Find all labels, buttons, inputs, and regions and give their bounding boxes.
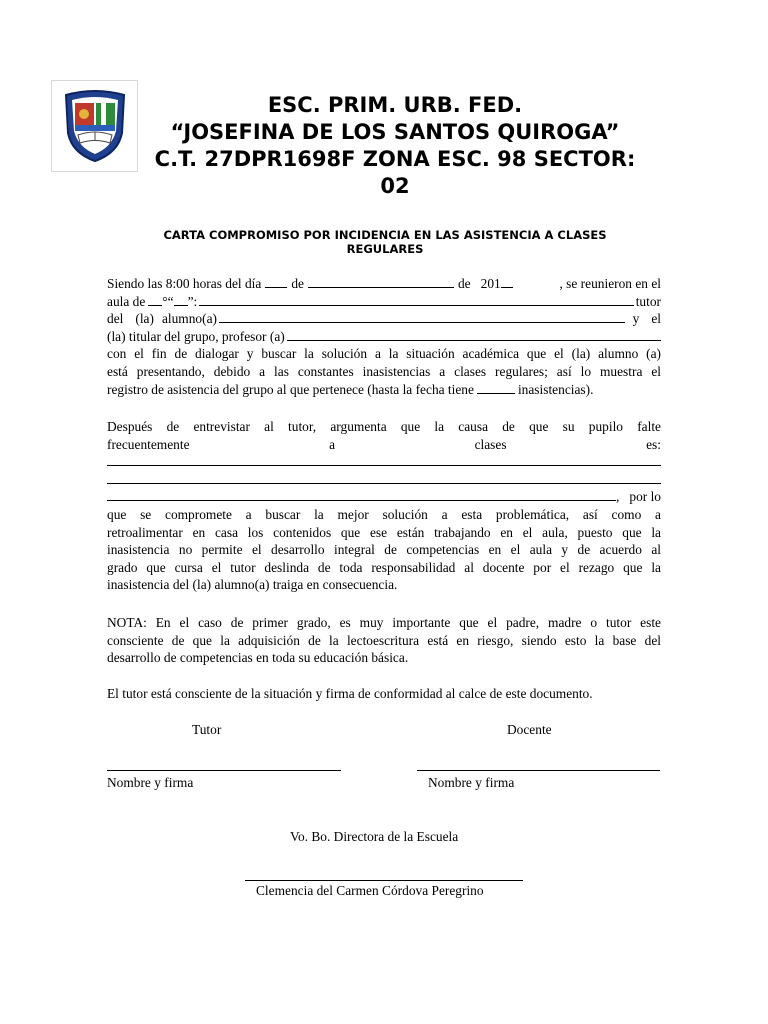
document-title: [120, 228, 650, 256]
p1-text: tutor: [635, 293, 661, 309]
docente-signature-line[interactable]: [417, 770, 660, 771]
p2-line-1: Después de entrevistar al tutor, argumenta que la causa de que su pupilo falte: [107, 419, 661, 434]
p1-text: 201: [480, 276, 501, 291]
p2-line-8: inasistencia no permite el desarrollo integral de competencias en el aula y de acuerdo al: [107, 542, 661, 558]
p2-text: por lo: [629, 489, 661, 505]
paragraph-2: [107, 418, 661, 594]
p1-text: , se reunieron en el: [559, 276, 661, 291]
p1-text: (la): [135, 311, 154, 327]
day-field[interactable]: [265, 275, 287, 288]
p2-line-9: grado que cursa el tutor deslinda de toda responsabilidad al docente por el rezago que la: [107, 559, 661, 575]
p2-line-4: [107, 471, 661, 489]
p1-text: aula de: [107, 293, 146, 309]
year-field[interactable]: [501, 275, 513, 288]
school-logo: [51, 80, 138, 172]
p1-text: el: [651, 311, 661, 327]
p1-text: inasistencias).: [517, 381, 594, 397]
p4-line-1: El tutor está consciente de la situación y firma de conformidad al calce de este documento.: [107, 686, 593, 701]
absences-count-field[interactable]: [477, 381, 515, 394]
p2-text: frecuentemente: [107, 436, 190, 452]
p2-line-7: retroalimentar en casa los contenidos que ese están trabajando en el aula, puesto que la: [107, 524, 661, 540]
p1-line-6: está presentando, debido a las constantes inasistencias a clases regulares; así lo muestra el: [107, 363, 661, 379]
p1-text: ”:: [187, 293, 198, 309]
director-signature-line[interactable]: [245, 880, 523, 881]
p3-line-3: desarrollo de competencias en toda su educación básica.: [107, 650, 409, 666]
p1-text: alumno(a): [161, 311, 217, 327]
cause-field-line-3[interactable]: [107, 488, 616, 501]
header-line-1: ESC. PRIM. URB. FED.: [267, 93, 523, 117]
teacher-name-field[interactable]: [287, 328, 661, 341]
p1-line-3: [107, 310, 661, 328]
p1-line-5: con el fin de dialogar y buscar la solución a la situación académica que el (la) alumno (a): [107, 346, 661, 362]
tutor-name-field[interactable]: [199, 293, 633, 306]
student-name-field[interactable]: [219, 310, 625, 323]
p1-line-2: [107, 293, 661, 311]
title-line-1: CARTA COMPROMISO POR INCIDENCIA EN LAS ASISTENCIA A CLASES: [163, 228, 607, 242]
p2-line-10: inasistencia del (la) alumno(a) traiga en consecuencia.: [107, 577, 398, 593]
p1-text: de: [291, 276, 304, 291]
tutor-signature-line[interactable]: [107, 770, 341, 771]
group-field[interactable]: [174, 293, 188, 306]
p2-line-5: [107, 488, 661, 506]
p1-text: del: [107, 311, 124, 327]
tutor-signature-caption: Nombre y firma: [107, 775, 194, 790]
p2-text: ,: [616, 489, 620, 505]
month-field[interactable]: [308, 275, 454, 288]
p3-line-1: NOTA: En el caso de primer grado, es muy importante que el padre, madre o tutor este: [107, 615, 661, 630]
p2-text: a: [329, 436, 336, 452]
paragraph-3-note: [107, 614, 661, 667]
p2-text: es:: [646, 436, 661, 452]
docente-signature-caption: Nombre y firma: [428, 775, 515, 790]
p1-text: Siendo las 8:00 horas del día: [107, 276, 262, 291]
tutor-label: Tutor: [192, 722, 222, 737]
paragraph-1: [107, 275, 661, 398]
header-line-2: “JOSEFINA DE LOS SANTOS QUIROGA”: [170, 120, 620, 144]
title-line-2: REGULARES: [346, 242, 424, 256]
cause-field-line-1[interactable]: [107, 453, 661, 466]
school-crest-icon: [60, 89, 130, 165]
grade-field[interactable]: [148, 293, 162, 306]
p1-line-4: [107, 328, 661, 346]
p1-text: (la) titular del grupo, profesor (a): [107, 328, 285, 344]
p1-line-1: [107, 275, 661, 293]
p1-text: registro de asistencia del grupo al que pertenece (hasta la fecha tiene: [107, 381, 474, 397]
p1-text: °“: [162, 293, 174, 309]
p1-line-7: [107, 381, 661, 399]
director-label: Vo. Bo. Directora de la Escuela: [290, 829, 459, 844]
header-line-3: C.T. 27DPR1698F ZONA ESC. 98 SECTOR:: [154, 147, 636, 171]
p2-line-3: [107, 453, 661, 471]
p2-text: clases: [474, 436, 507, 452]
p1-text: de: [457, 276, 471, 291]
header-line-4: 02: [380, 174, 410, 198]
p2-line-6: que se compromete a buscar la mejor solución a esta problemática, así como a: [107, 506, 661, 522]
p3-line-2: consciente de que la adquisición de la lectoescritura está en riesgo, siendo esto la base del: [107, 632, 661, 648]
p1-text: y: [632, 311, 640, 327]
paragraph-4: [107, 685, 661, 703]
cause-field-line-2[interactable]: [107, 471, 661, 484]
school-header: [130, 92, 660, 200]
director-name: Clemencia del Carmen Córdova Peregrino: [256, 883, 484, 898]
docente-label: Docente: [507, 722, 552, 737]
p2-line-2: [107, 436, 661, 454]
